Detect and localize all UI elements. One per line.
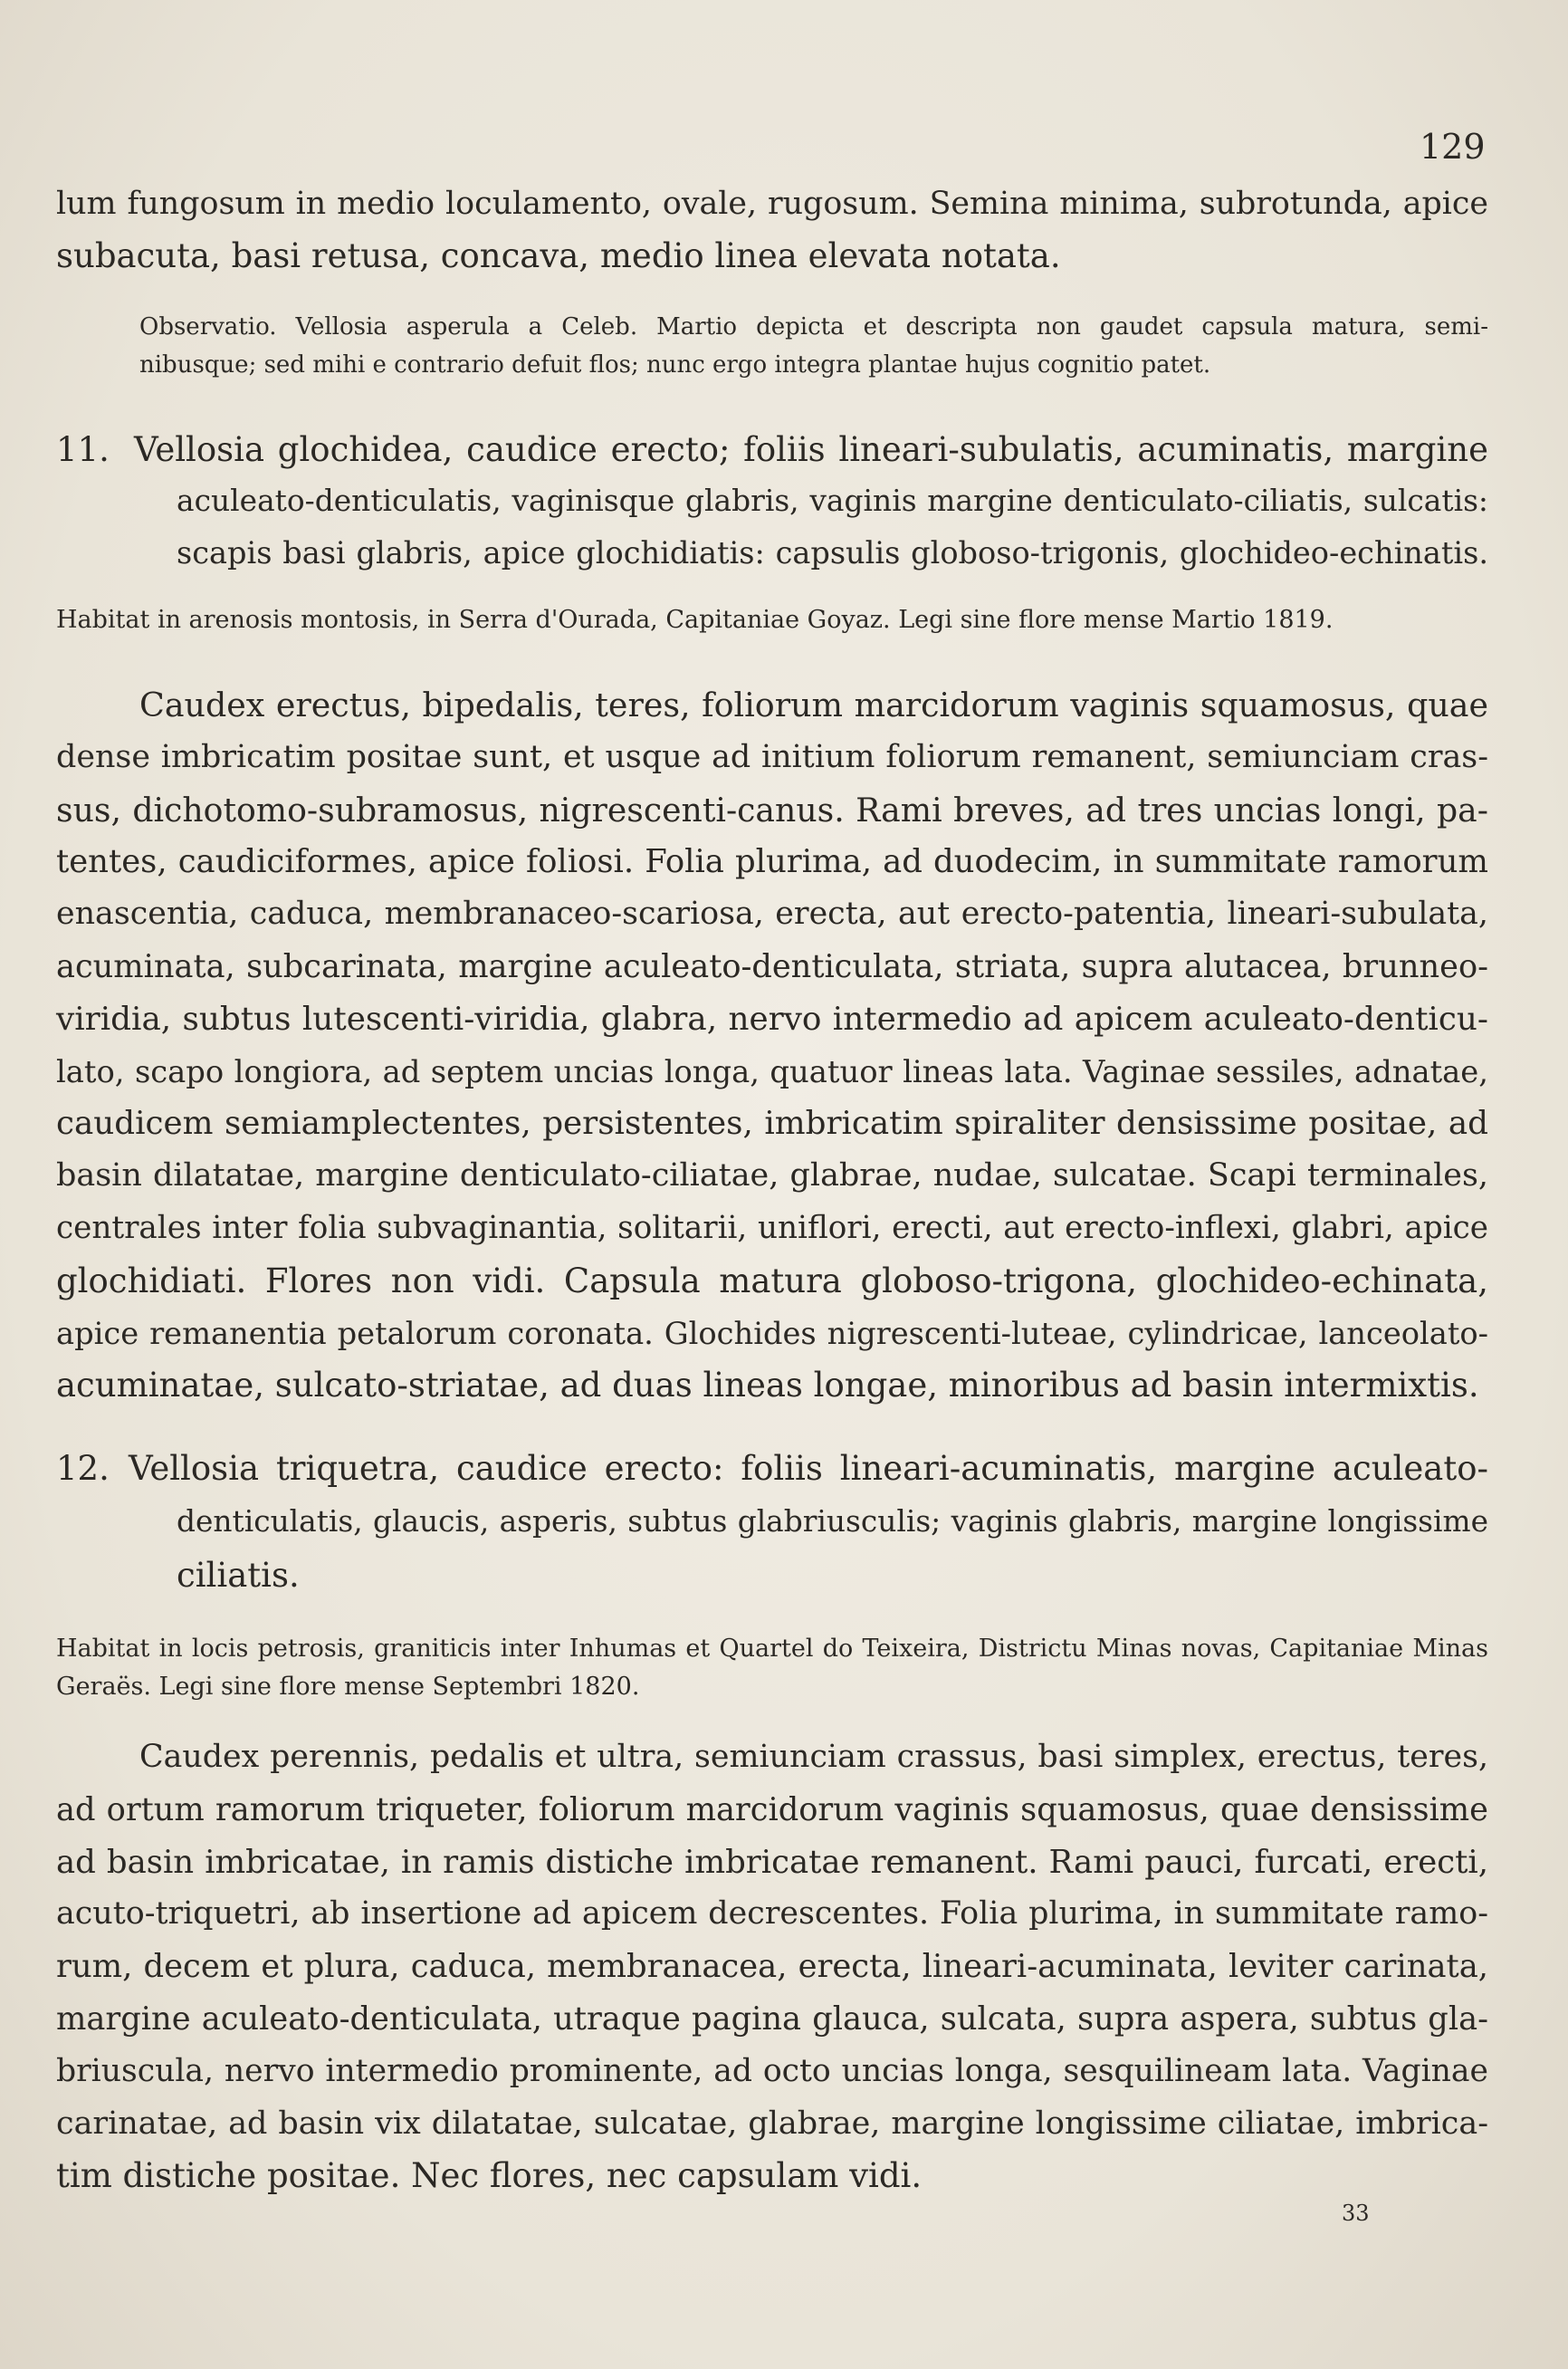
text-line: tim distiche positae. Nec flores, nec capsulam vidi. xyxy=(56,2156,923,2196)
text-line: ciliatis. xyxy=(177,1556,300,1595)
text-line: lum fungosum in medio loculamento, ovale, rugosum. Semina minima, subrotunda, apice xyxy=(56,186,1488,222)
text-line: viridia, subtus lutescenti-viridia, glabra, nervo intermedio ad apicem aculeato-denticu- xyxy=(56,1000,1488,1038)
text-line: Geraës. Legi sine flore mense Septembri 1820. xyxy=(56,1673,640,1701)
page-number: 129 xyxy=(1420,127,1486,167)
text-line: enascentia, caduca, membranaceo-scariosa, erecta, aut erecto-patentia, lineari-subulata, xyxy=(56,896,1488,933)
text-line: denticulatis, glaucis, asperis, subtus glabriusculis; vaginis glabris, margine longissime xyxy=(177,1504,1488,1539)
text-line: margine aculeato-denticulata, utraque pagina glauca, sulcata, supra aspera, subtus gla- xyxy=(56,2000,1488,2038)
species-heading-11 xyxy=(56,424,1488,579)
text-line: glochidiati. Flores non vidi. Capsula matura globoso-trigona, glochideo-echinata, xyxy=(56,1261,1488,1300)
text-line: Caudex erectus, bipedalis, teres, foliorum marcidorum vaginis squamosus, quae xyxy=(139,686,1488,724)
text-line: subacuta, basi retusa, concava, medio linea elevata notata. xyxy=(56,236,1061,275)
description-11 xyxy=(56,679,1488,1412)
text-line: briuscula, nervo intermedio prominente, ad octo uncias longa, sesquilineam lata. Vaginae xyxy=(56,2052,1488,2089)
paragraph-semen xyxy=(56,177,1488,283)
text-line: rum, decem et plura, caduca, membranacea, erecta, lineari-acuminata, leviter carinata, xyxy=(56,1948,1488,1986)
text-line: scapis basi glabris, apice glochidiatis: capsulis globoso-trigonis, glochideo-echinatis. xyxy=(177,535,1488,571)
text-line: Vellosia glochidea, caudice erecto; foliis lineari-subulatis, acuminatis, margine xyxy=(134,430,1488,469)
text-line: acuminatae, sulcato-striatae, ad duas lineas longae, minoribus ad basin intermixtis. xyxy=(56,1366,1479,1405)
signature-mark: 33 xyxy=(1342,2201,1370,2226)
text-line: Habitat in arenosis montosis, in Serra d'Ourada, Capitaniae Goyaz. Legi sine flore mense Martio 1819. xyxy=(56,606,1334,634)
text-line: aculeato-denticulatis, vaginisque glabris, vaginis margine denticulato-ciliatis, sulcatis: xyxy=(177,484,1488,518)
text-line: Caudex perennis, pedalis et ultra, semiunciam crassus, basi simplex, erectus, teres, xyxy=(139,1739,1488,1775)
text-line: nibusque; sed mihi e contrario defuit flos; nunc ergo integra plantae hujus cognitio patet. xyxy=(139,351,1211,379)
species-heading-12 xyxy=(56,1442,1488,1602)
text-line: caudicem semiamplectentes, persistentes, imbricatim spiraliter densissime positae, ad xyxy=(56,1105,1488,1143)
text-line: dense imbricatim positae sunt, et usque ad initium foliorum remanent, semiunciam cras- xyxy=(56,738,1488,775)
habitat-12 xyxy=(56,1630,1488,1706)
text-line: lato, scapo longiora, ad septem uncias longa, quatuor lineas lata. Vaginae sessiles, adnatae, xyxy=(56,1053,1488,1089)
text-line: carinatae, ad basin vix dilatatae, sulcatae, glabrae, margine longissime ciliatae, imbrica- xyxy=(56,2105,1488,2142)
text-line: Habitat in locis petrosis, graniticis inter Inhumas et Quartel do Teixeira, Districtu Minas novas, Capitaniae Minas xyxy=(56,1635,1488,1663)
text-line: tentes, caudiciformes, apice foliosi. Folia plurima, ad duodecim, in summitate ramorum xyxy=(56,843,1488,881)
habitat-11 xyxy=(56,602,1488,638)
text-line: centrales inter folia subvaginantia, solitarii, uniflori, erecti, aut erecto-inflexi, glabri, apice xyxy=(56,1209,1488,1246)
text-line: acuto-triquetri, ab insertione ad apicem decrescentes. Folia plurima, in summitate ramo- xyxy=(56,1895,1488,1933)
species-number: 12. xyxy=(56,1449,110,1488)
text-line: Observatio. Vellosia asperula a Celeb. Martio depicta et descripta non gaudet capsula matura, semi- xyxy=(139,313,1488,340)
description-12 xyxy=(56,1731,1488,2202)
text-line: sus, dichotomo-subramosus, nigrescenti-canus. Rami breves, ad tres uncias longi, pa- xyxy=(56,790,1488,830)
text-line: ad ortum ramorum triqueter, foliorum marcidorum vaginis squamosus, quae densissime xyxy=(56,1790,1488,1828)
text-line: acuminata, subcarinata, margine aculeato-denticulata, striata, supra alutacea, brunneo- xyxy=(56,947,1488,985)
text-line: apice remanentia petalorum coronata. Glochides nigrescenti-luteae, cylindricae, lanceolato- xyxy=(56,1315,1488,1351)
observatio-note xyxy=(56,308,1488,384)
text-line: ad basin imbricatae, in ramis distiche imbricatae remanent. Rami pauci, furcati, erecti, xyxy=(56,1843,1488,1881)
text-line: Vellosia triquetra, caudice erecto: foliis lineari-acuminatis, margine aculeato- xyxy=(129,1449,1488,1488)
species-number: 11. xyxy=(56,430,110,469)
text-line: basin dilatatae, margine denticulato-ciliatae, glabrae, nudae, sulcatae. Scapi terminales, xyxy=(56,1157,1488,1194)
